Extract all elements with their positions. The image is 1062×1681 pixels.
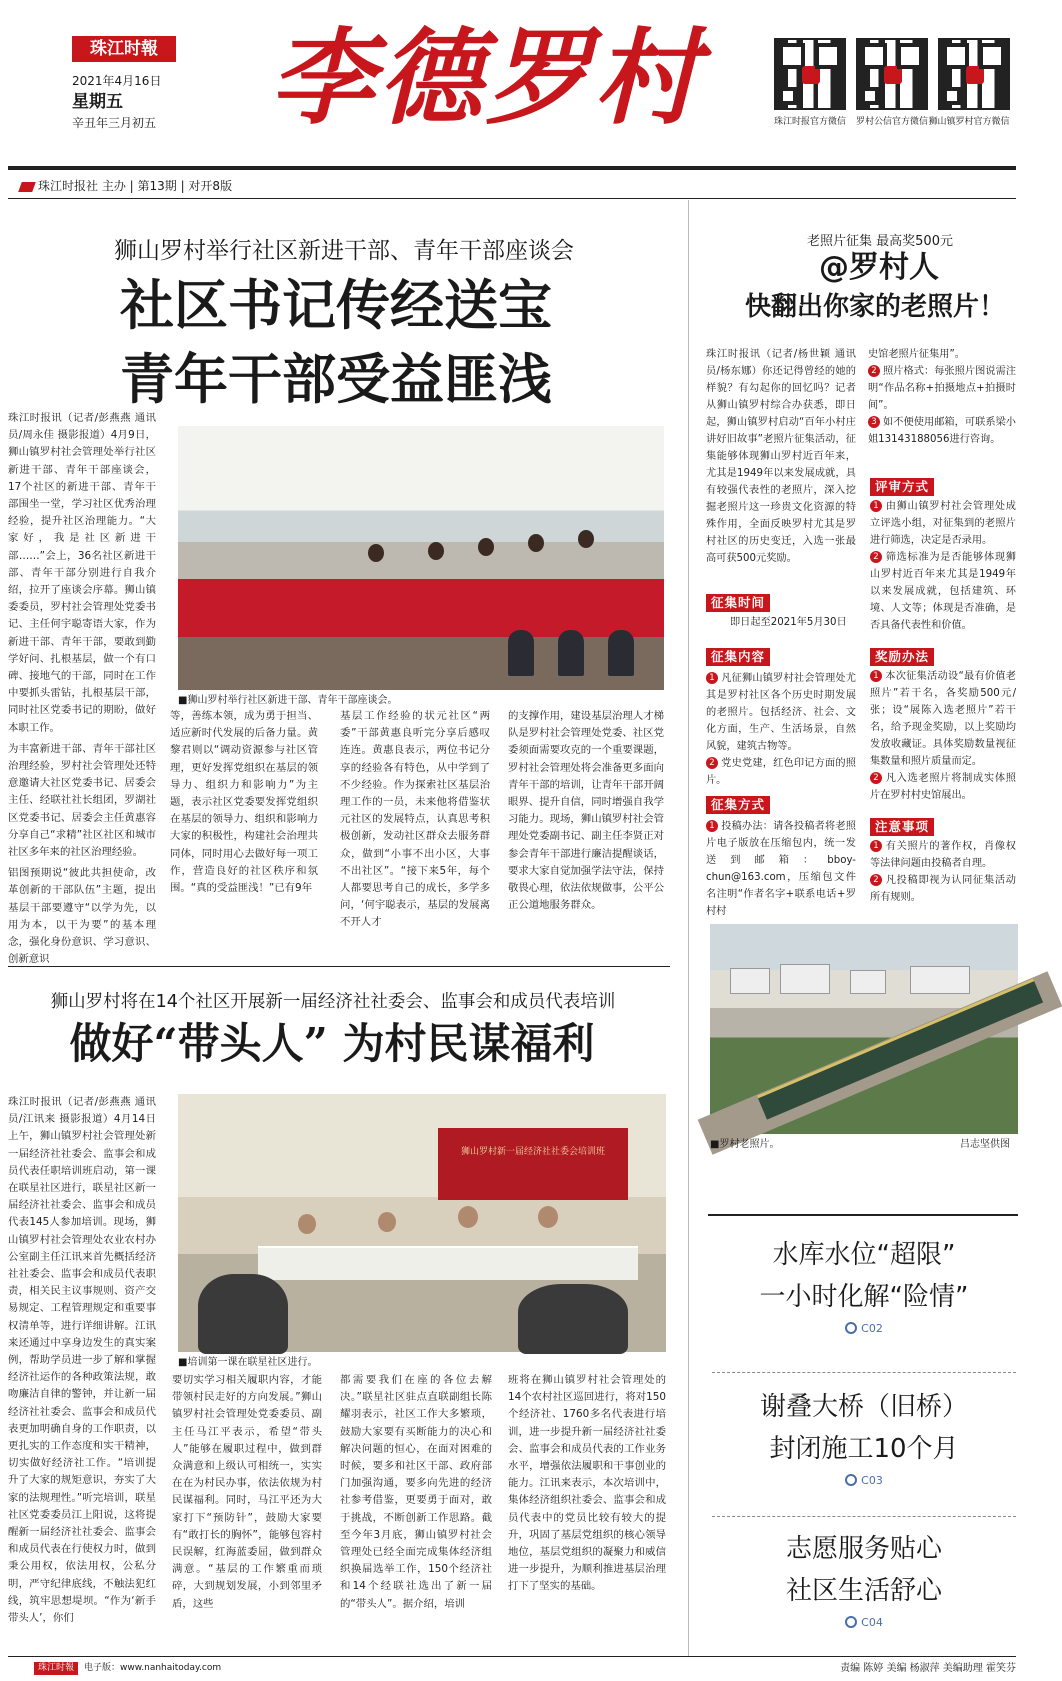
footer-rule [8, 1656, 1016, 1657]
list-item [706, 670, 856, 755]
teaser-line2: 一小时化解“险情” [759, 1282, 969, 1312]
number-badge-icon: 2 [868, 365, 880, 377]
article1-column-4: 的支撑作用，建设基层治理人才梯队是罗村社会管理处党委、社区党委须面需要攻克的一个重要课题，罗村社会管理处将会准备更多面向青年干部的培训，让青年干部开阔眼界、提升自信，同时增强自我学习能力。现场，狮山镇罗村社会管理处党委副书记、副主任李贤正对参会青年干部进行廉洁提醒谈话，要求大家自觉加强学法守法，保持敬畏心理，依法依规做事，公平公正公道地服务群众。 [508, 710, 664, 912]
list-item-text: 如不便使用邮箱，可联系梁小姐13143188056进行咨询。 [868, 417, 1016, 445]
masthead-rule [8, 166, 1016, 170]
publication-info-bar [20, 176, 1010, 196]
old-photo[interactable] [710, 924, 1018, 1134]
number-badge-icon: 2 [870, 551, 882, 563]
teaser-page-link[interactable] [712, 1322, 1016, 1335]
teaser-line1: 志愿服务贴心 [785, 1534, 942, 1564]
list-item-text: 投稿办法：请各投稿者将老照片电子版放在压缩包内，统一发送到邮箱：bboy-chun@163.com，压缩包文件名注明“作者名字+联系电话+罗村村 [706, 821, 856, 917]
list-item-text: 凡征狮山镇罗村社会管理处尤其是罗村社区各个历史时期发展的老照片。包括经济、社会、文化方面，生产、生活场景，自然风貌，建筑古物等。 [706, 673, 856, 752]
article1-photo-caption: ■狮山罗村举行社区新进干部、青年干部座谈会。 [178, 695, 398, 706]
number-badge-icon: 2 [706, 757, 718, 769]
issue-weekday: 星期五 [72, 92, 123, 112]
teaser-item[interactable] [712, 1386, 1016, 1487]
issue-date: 2021年4月16日 [72, 74, 162, 88]
teaser-page-link[interactable] [712, 1474, 1016, 1487]
list-item-text: 本次征集活动设“最有价值老照片”若干名，各奖励500元/张；设“展陈入选老照片”若干名，给予现金奖励，以上奖励均发放收藏证。具体奖励数量视征集数量和照片质量而定。 [870, 671, 1016, 767]
teaser-line1: 水库水位“超限” [772, 1240, 956, 1270]
article1-column-2: 等，善练本领，成为勇于担当、适应新时代发展的后备力量。黄黎君则以“调动资源参与社区管理，更好发挥党组织在基层的领导力、组织力和影响力”为主题，表示社区党委要发挥党组织在基层的领导力、组织和影响力大家的积极性，构建社会治理共同体，同时用心去做好每一项工作，营造良好的社区秩序和氛围。“真的受益匪浅！”已有9年 [170, 710, 318, 895]
qr-code-icon[interactable] [856, 38, 928, 110]
teaser-page: C04 [861, 1616, 883, 1629]
list-item-text: 史馆老照片征集用”。 [868, 349, 965, 360]
article1-photo[interactable] [178, 426, 664, 690]
masthead-title: 李德罗村 [270, 16, 703, 139]
list-item-text: 凡入选老照片将制成实体照片在罗村村史馆展出。 [870, 773, 1016, 801]
number-badge-icon: 1 [870, 500, 882, 512]
article1-headline-line1: 社区书记传经送宝 [120, 273, 552, 337]
person-figure [528, 534, 544, 552]
chair-figure [608, 630, 634, 676]
article1-headline-line2: 青年干部受益匪浅 [120, 347, 552, 411]
section-label: 评审方式 [870, 478, 934, 496]
teaser-divider [712, 1516, 1016, 1517]
list-item [706, 818, 856, 920]
teaser-page: C02 [861, 1322, 883, 1335]
article2-photo-caption: ■培训第一课在联星社区进行。 [178, 1357, 318, 1368]
list-item-text: 照片格式：每张照片图说需注明“作品名称+拍摄地点+拍摄时间”。 [868, 366, 1016, 411]
house-figure [780, 964, 830, 994]
list-item [870, 872, 1016, 906]
teaser-divider [712, 1372, 1016, 1373]
person-figure [378, 1212, 396, 1232]
qr-code-icon[interactable] [938, 38, 1010, 110]
footer-editors: 责编 陈婷 美编 杨淑萍 美编助理 霍笑芬 [840, 1663, 1016, 1674]
list-item [868, 363, 1016, 414]
sidebar-text [870, 838, 1016, 906]
teaser-divider [708, 1214, 1018, 1216]
sidebar-text: 即日起至2021年5月30日 [730, 617, 847, 628]
article2-headline[interactable]: 做好“带头人” 为村民谋福利 [69, 1019, 595, 1068]
number-badge-icon: 2 [870, 874, 882, 886]
sidebar-text [706, 670, 856, 786]
footer-website[interactable]: 电子版：www.nanhaitoday.com [84, 1663, 222, 1673]
section-label: 征集方式 [706, 796, 770, 814]
article1-column-1 [8, 410, 156, 966]
number-badge-icon: 1 [706, 672, 718, 684]
sidebar-text [706, 818, 856, 917]
house-figure [850, 970, 886, 994]
article2-column-3: 都需要我们在座的各位去解决。”联星社区驻点直联副组长陈耀羽表示，社区工作大多繁琐，鼓励大家要有买断能力的决心和解决问题的恒心，在面对困难的时候，要多和社区干部、政府部门加强沟通，要多向先进的经济社参考借鉴，更要勇于面对，敢于挑战，不断创新工作思路。截至今年3月底，狮山镇罗村社会管理处已经全面完成集体经济组织换届选举工作，150个经济社和14个经联社选出了新一届的“带头人”。据介绍，培训 [340, 1374, 492, 1610]
section-divider [8, 966, 670, 967]
section-label: 征集内容 [706, 648, 770, 666]
teaser-line1: 谢叠大桥（旧桥） [759, 1392, 968, 1422]
list-item [870, 549, 1016, 634]
person-figure [298, 1214, 316, 1234]
teaser-item[interactable] [712, 1528, 1016, 1629]
footer-brand-logo: 珠江时報 [34, 1662, 78, 1675]
person-figure [538, 1206, 558, 1228]
person-figure [198, 1274, 288, 1354]
house-figure [730, 968, 770, 994]
person-figure [578, 530, 594, 548]
qr-label: 珠江时报官方微信 [773, 117, 846, 127]
page-arrow-icon [845, 1616, 857, 1628]
article2-kicker: 狮山罗村将在14个社区开展新一届经济社社委会、监事会和成员代表培训 [50, 992, 616, 1012]
chair-figure [558, 630, 584, 676]
sidebar-at-heading: @罗村人 [819, 250, 939, 285]
sidebar-text [868, 346, 1016, 456]
number-badge-icon: 1 [706, 820, 718, 832]
page-arrow-icon [845, 1474, 857, 1486]
article1-column-3: 基层工作经验的状元社区“两委”干部黄惠良听完分享后感叹连连。黄惠良表示，两位书记分享的经验各有特色，从中学到了不少经验。作为探索社区基层治理工作的一员，未来他将借鉴状元社区的发展特点，认真思考积极创新，发动社区群众去服务群众，做到“小事不出小区，大事不出社区”。“接下来5年，每个人都要思考自己的成长，多学多问，‘何宇聪表示，基层的发展离不开人才 [340, 710, 490, 929]
article1-headline[interactable] [56, 268, 616, 416]
section-label: 征集时间 [706, 594, 770, 612]
number-badge-icon: 3 [868, 416, 880, 428]
teaser-item[interactable] [712, 1234, 1016, 1335]
list-item-text: 有关照片的著作权，肖像权等法律问题由投稿者自理。 [870, 841, 1016, 869]
chair-figure [508, 630, 534, 676]
section-label: 奖励办法 [870, 648, 934, 666]
sidebar-text [870, 668, 1016, 801]
number-badge-icon: 1 [870, 840, 882, 852]
newspaper-brand-logo: 珠江时報 [72, 36, 176, 62]
article2-column-4: 班将在狮山镇罗村社会管理处的14个农村社区巡回进行，将对150个经济社、1760多名代表进行培训，进一步提升新一届经济社社委会、监事会和成员代表的工作业务水平，增强依法履职和干事创业的能力。江讯来表示，本次培训中，集体经济组织社委会、监事会和成员代表中的党员比较有较大的提升，巩固了基层党组织的核心领导地位，基层党组织的凝聚力和威信进一步提升，为顺利推进基层治理打下了坚实的基础。 [508, 1374, 666, 1593]
qr-label: 狮山镇罗村官方微信 [928, 117, 1010, 127]
train-figure [757, 978, 1043, 1119]
old-photo-credit: 吕志坚供图 [960, 1139, 1010, 1150]
article2-column-2: 要切实学习相关履职内容，才能带领村民走好的方向发展。”狮山镇罗村社会管理处党委委员、副主任马江平表示，希望“带头人”能够在履职过程中，做到群众满意和上级认可相统一，实实在在为村民办事，依法依规为村民谋福利。同时，马江平还为大家打下“预防针”，鼓励大家要有“敢打长的胸怀”，能够包容村民误解，红海蓝委屈，做到群众满意。“基层的工作繁重而琐碎，大到规划发展，小到邻里矛盾，这些 [172, 1374, 322, 1610]
list-item [706, 755, 856, 789]
list-item [868, 414, 1016, 448]
conference-table [258, 1246, 638, 1280]
teaser-line2: 社区生活舒心 [785, 1576, 942, 1606]
number-badge-icon: 1 [870, 670, 882, 682]
article1-kicker: 狮山罗村举行社区新进干部、青年干部座谈会 [114, 238, 574, 264]
person-figure [518, 1284, 628, 1354]
old-photo-caption: ■罗村老照片。 [710, 1139, 780, 1150]
sidebar-headline[interactable]: 快翻出你家的老照片！ [744, 292, 1005, 322]
info-rule [8, 198, 1016, 199]
qr-code-icon[interactable] [774, 38, 846, 110]
article1-paragraph: 为丰富新进干部、青年干部社区治理经验，罗村社会管理处还特意邀请大社区党委书记、居委会主任、经联社社长组团，罗湖社区党委书记、居委会主任黄惠容分享自己“求精”社区社区和城市社区多年来的社区治理经验。 [8, 742, 156, 859]
section-label: 注意事项 [870, 818, 934, 836]
list-item-text: 凡投稿即视为认同征集活动所有规则。 [870, 875, 1016, 903]
list-item [870, 668, 1016, 770]
teaser-page: C03 [861, 1474, 883, 1487]
article2-column-1: 珠江时报讯（记者/彭燕燕 通讯员/江讯来 摄影报道）4月14日上午，狮山镇罗村社会管理处新一届经济社社委会、监事会和成员代表任职培训班启动，第一课在联星社区进行，联星社区新一届经济社社委会、监事会和成员代表145人参加培训。现场，狮山镇罗村社会管理处农业农村办公室副主任江讯来首先概括经济社社委会、监事会和成员代表职责，相关民主议事规则、资产交易规定、工程管理规定和重要事权清单等，进行详细讲解。江讯来还通过中享身边发生的真实案例，帮助学员进一步了解和掌握经济社运作的各种政策法规，敢吻廉洁自律的警钟，并让新一届经济社社委会、监事会和成员代表更加明确自身的工作职责，以更扎实的工作态度和实干精神，切实做好经济社工作。“培训提升了大家的规矩意识，夯实了大家的法规理性。”听完培训，联星社区党委委员江上阳说，这将提醒新一届经济社社委会、监事会和成员代表在行使权力时，做到秉公用权，依法用权，公私分明，严守纪律底线，不触法犯红线，筑牢思想堤坝。“作为‘新手带头人’，你们 [8, 1096, 156, 1625]
article1-paragraph: 铝图预期说“彼此共担使命，改革创新的干部队伍”主题，提出基层干部要遵守“以学为先，以用为本，以干为要”的基本理念，强化身份意识、学习意识、创新意识 [8, 867, 156, 966]
house-figure [910, 966, 970, 994]
article1-paragraph: 珠江时报讯（记者/彭燕燕 通讯员/周永佳 摄影报道）4月9日，狮山镇罗村社会管理处举行社区新进干部、青年干部座谈会，17个社区的新进干部、青年干部围坐一堂，学习社区优秀治理经验，提升社区治理能力。“大家好，我是社区新进干部……”会上，36名社区新进干部、青年干部分别进行自我介绍，拉开了座谈会序幕。狮山镇委委员，罗村社会管理处党委书记、主任何宇聪寄语大家，作为新进干部、青年干部，要敢到勤学好问、扎根基层，做一个有口碑、接地气的干部，同时在工作中要抓头雷钻，扎根基层干部，同时社区党委书记的期盼，做好本职工作。 [8, 412, 156, 734]
banner-screen: 狮山罗村新一届经济社社委会培训班 [438, 1128, 628, 1200]
list-item-text: 由狮山镇罗村社会管理处成立评选小组，对征集到的老照片进行筛选，决定是否录用。 [870, 501, 1016, 546]
list-item-text: 党史党建，红色印记方面的照片。 [706, 758, 856, 786]
page-arrow-icon [845, 1322, 857, 1334]
list-item [870, 770, 1016, 804]
list-item [870, 498, 1016, 549]
person-figure [428, 542, 444, 560]
article2-photo[interactable] [178, 1094, 666, 1352]
person-figure [478, 538, 494, 556]
number-badge-icon: 2 [870, 772, 882, 784]
list-item-text: 筛选标准为是否能够体现狮山罗村近百年来尤其是1949年以来发展成就，包括建筑、环境、人文等；体现是否准确，是否具备代表性和价值。 [870, 552, 1016, 631]
brand-mark-icon [18, 182, 36, 192]
sidebar-text [870, 498, 1016, 630]
person-figure [458, 1206, 478, 1228]
sidebar-intro: 珠江时报讯（记者/杨世颖 通讯员/杨东娜）你还记得曾经的她的样貌？有勾起你的回忆吗？记者从狮山镇罗村综合办获悉，即日起，狮山镇罗村启动“百年小村庄 讲好旧故事”老照片征集活动，征集能够体现狮山罗村近百年来，尤其是1949年以来发展成就，具有较强代表性的老照片，深入挖掘老照片这一珍贵文化资源的特殊作用，全面反映罗村尤其是罗村社区的历史变迁，入选一张最高可获500元奖励。 [706, 349, 856, 564]
lunar-date: 辛丑年三月初五 [72, 116, 157, 130]
qr-label: 罗村公信官方微信 [855, 117, 928, 127]
column-divider [688, 200, 689, 1656]
publication-info: 珠江时报社 主办 | 第13期 | 对开8版 [38, 179, 233, 193]
teaser-line2: 封闭施工10个月 [769, 1434, 959, 1464]
teaser-page-link[interactable] [712, 1616, 1016, 1629]
list-item [870, 838, 1016, 872]
issue-date-block [72, 72, 202, 132]
sidebar-kicker: 老照片征集 最高奖500元 [807, 234, 953, 249]
person-figure [368, 544, 384, 562]
